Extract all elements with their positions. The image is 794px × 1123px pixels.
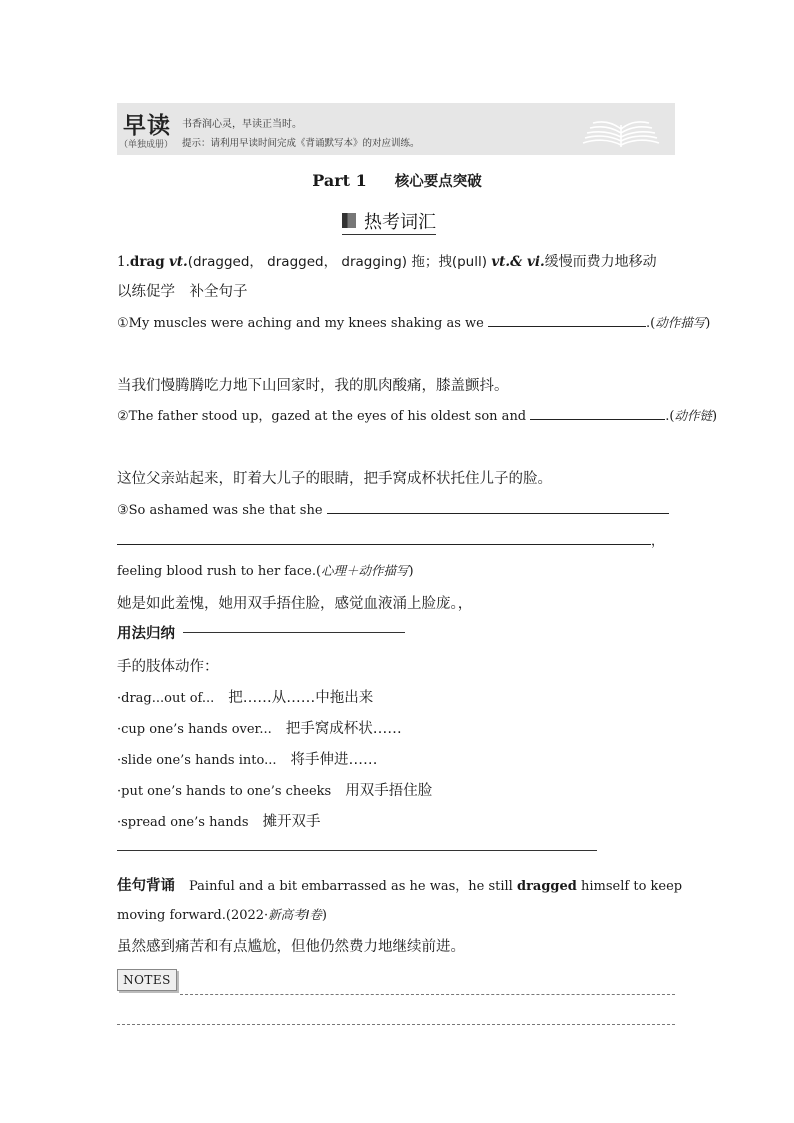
usage-title: 用法归纳 [117, 626, 175, 642]
morning-reading-banner [117, 103, 675, 155]
question-3-translation: 她是如此羞愧，她用双手捂住脸，感觉血液涌上脸庞。， [117, 596, 473, 612]
practice-title: 以练促学 补全句子 [117, 284, 248, 300]
usage-subtitle: 手的肢体动作： [117, 659, 219, 675]
section-marker-icon [342, 213, 356, 228]
notes-line-1[interactable] [180, 994, 675, 995]
usage-item: ·slide one’s hands into... 将手伸进…… [117, 752, 378, 768]
usage-title-rule [183, 632, 405, 633]
question-3-line2: ， [117, 530, 664, 549]
notes-line-2[interactable] [117, 1024, 675, 1025]
question-2-translation: 这位父亲站起来，盯着大儿子的眼睛，把手窝成杯状托住儿子的脸。 [117, 471, 552, 487]
question-3-tail: feeling blood rush to her face.(心理＋动作描写) [117, 563, 414, 579]
answer-blank-3a[interactable] [327, 499, 669, 514]
part-heading [0, 170, 794, 191]
usage-item: ·cup one’s hands over... 把手窝成杯状…… [117, 721, 402, 737]
answer-blank-2[interactable] [530, 405, 665, 420]
question-3: ③So ashamed was she that she [117, 499, 669, 518]
open-book-icon [579, 111, 663, 151]
notes-label: NOTES [117, 969, 177, 991]
vocab-entry: 1.drag vt.(dragged， dragged， dragging) 拖；拽(pull) vt.& vi.缓慢而费力地移动 [117, 254, 657, 270]
highlighted-word: dragged [516, 879, 577, 894]
headword: drag [129, 254, 165, 270]
usage-item: ·spread one’s hands 摊开双手 [117, 814, 321, 830]
usage-item: ·drag...out of... 把……从……中拖出来 [117, 690, 374, 706]
banner-subtitle: （单独成册） [119, 140, 174, 150]
usage-end-rule [117, 850, 597, 851]
usage-item: ·put one’s hands to one’s cheeks 用双手捂住脸 [117, 783, 433, 799]
model-sentence-line2: moving forward.(2022·新高考Ⅰ卷) [117, 907, 327, 923]
banner-slogan: 书香润心灵，早读正当时。 [182, 119, 302, 130]
question-2: ②The father stood up，gazed at the eyes of his oldest son and .(动作链) [117, 405, 717, 424]
answer-blank-3b[interactable] [117, 530, 651, 545]
model-sentence-translation: 虽然感到痛苦和有点尴尬，但他仍然费力地继续前进。 [117, 939, 465, 955]
banner-title: 早读 [123, 113, 171, 139]
part-label: Part 1 [312, 171, 367, 190]
answer-blank-1[interactable] [488, 312, 646, 327]
part-title: 核心要点突破 [394, 174, 482, 190]
section-title: 热考词汇 [342, 208, 436, 235]
question-1: ①My muscles were aching and my knees shaking as we .(动作描写) [117, 312, 710, 331]
banner-tip: 提示：请利用早读时间完成《背诵默写本》的对应训练。 [182, 138, 420, 149]
model-sentence: 佳句背诵 Painful and a bit embarrassed as he was，he still dragged himself to keep [117, 878, 683, 894]
question-1-translation: 当我们慢腾腾吃力地下山回家时，我的肌肉酸痛，膝盖颤抖。 [117, 378, 509, 394]
